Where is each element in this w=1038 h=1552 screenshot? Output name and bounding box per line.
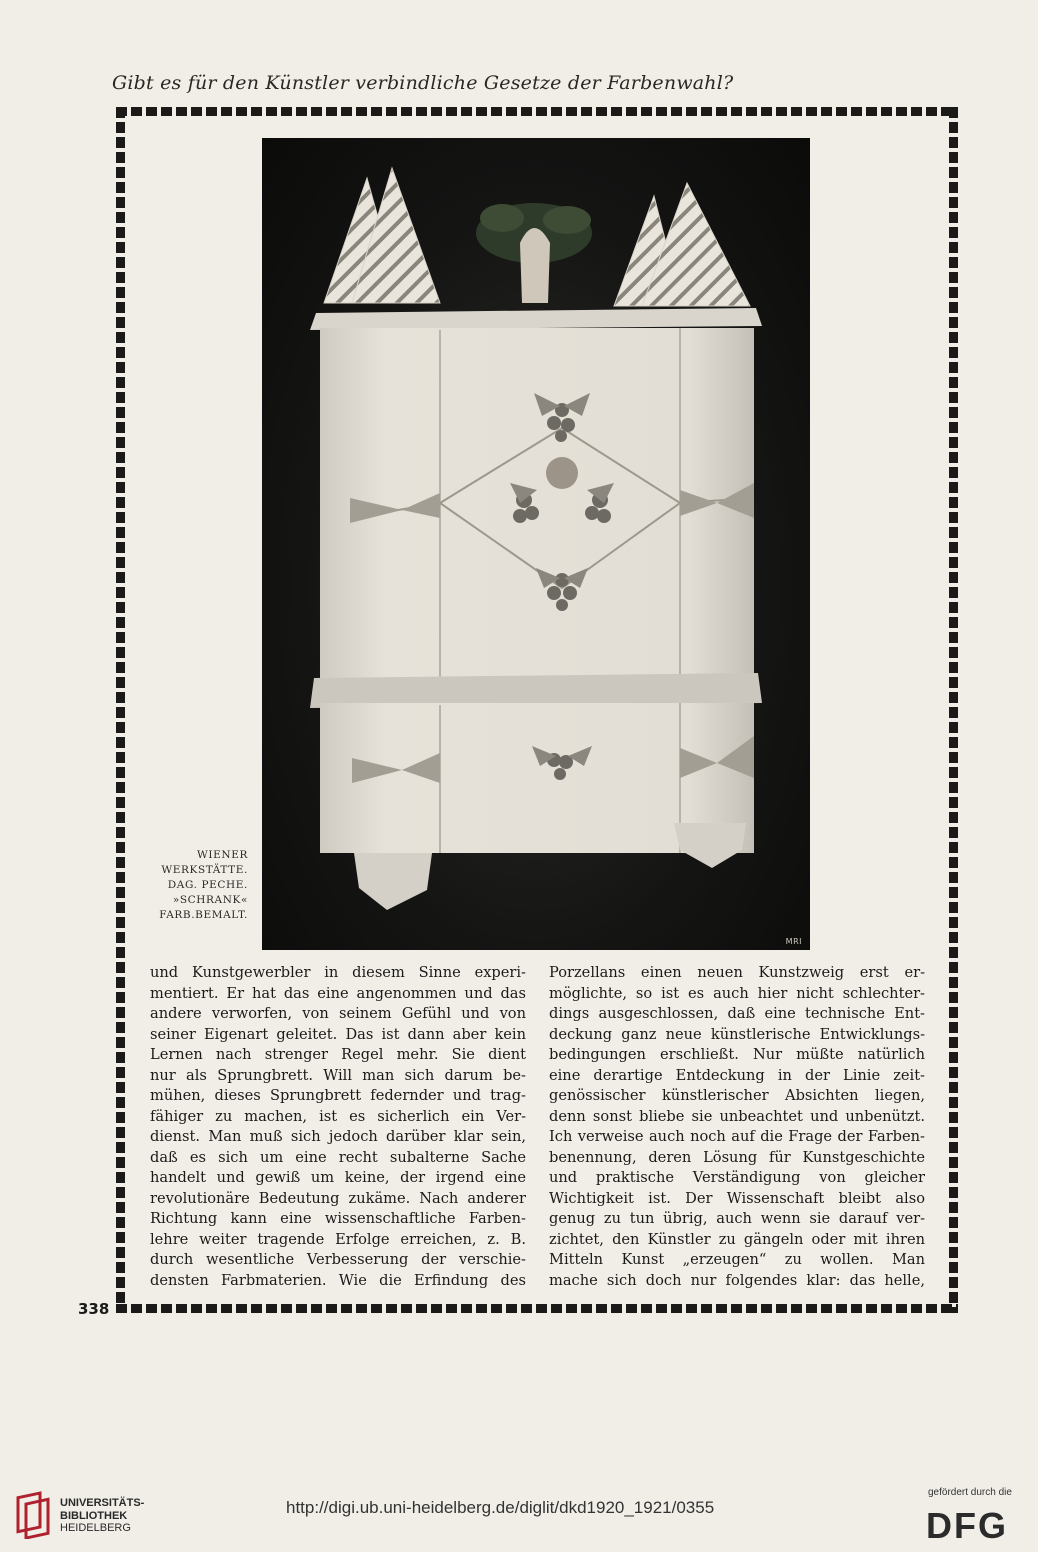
- caption-line: DAG. PECHE.: [167, 879, 248, 891]
- text-line: benennung, deren Lösung für Kunstgeschichte: [549, 1148, 925, 1166]
- text-line: dienst. Man muß sich jedoch darüber klar sein,: [150, 1128, 526, 1145]
- text-line: densten Farbmaterien. Wie die Erfindung des: [150, 1271, 526, 1289]
- page-number: 338: [78, 1300, 110, 1318]
- caption-line: WIENER: [197, 849, 248, 861]
- text-line: Mitteln Kunst „erzeugen“ zu wollen. Man: [549, 1251, 925, 1268]
- text-line: Porzellans einen neuen Kunstzweig erst er-: [549, 964, 925, 981]
- border-left: [116, 107, 125, 1313]
- text-line: deckung ganz neue künstlerische Entwicklungs-: [549, 1025, 925, 1043]
- cabinet-foot: [354, 853, 432, 910]
- text-line: genössischer künstlerischer Absichten liegen,: [549, 1087, 925, 1104]
- photo-caption: [128, 848, 248, 923]
- text-line: durch wesentliche Verbesserung der verschie-: [150, 1251, 526, 1268]
- permalink-url[interactable]: http://digi.ub.uni-heidelberg.de/diglit/dkd1920_1921/0355: [286, 1498, 715, 1517]
- library-name: [60, 1497, 144, 1535]
- text-line: und Kunstgewerbler in diesem Sinne experi-: [150, 964, 526, 981]
- text-line: mühen, dieses Sprungbrett federnder und trag-: [150, 1087, 526, 1104]
- text-line: andere verworfen, von seinem Gefühl und von: [150, 1005, 526, 1022]
- text-line: zichtet, den Künstler zu gängeln oder mit ihren: [549, 1230, 925, 1248]
- text-line: denn sonst bliebe sie unbeachtet und unbenützt.: [549, 1107, 925, 1125]
- text-line: handelt und gewiß um keine, der irgend eine: [150, 1169, 526, 1186]
- text-line: Ich verweise auch noch auf die Frage der Farben-: [549, 1128, 925, 1145]
- cabinet-illustration: [262, 138, 810, 950]
- text-line: Wichtigkeit ist. Der Wissenschaft bleibt also: [549, 1189, 925, 1207]
- library-logo-icon: [12, 1487, 56, 1539]
- border-bottom: [116, 1304, 958, 1313]
- library-name-line: HEIDELBERG: [60, 1522, 131, 1534]
- cabinet-photograph: [262, 138, 810, 950]
- middle-molding: [310, 673, 762, 708]
- running-header: Gibt es für den Künstler verbindliche Gesetze der Farbenwahl?: [112, 72, 734, 94]
- text-line: und praktische Verständigung von gleicher: [549, 1169, 925, 1186]
- caption-line: WERKSTÄTTE.: [161, 864, 248, 876]
- text-column-right: [549, 963, 925, 1291]
- cornice: [310, 308, 762, 330]
- text-line: bedingungen erschließt. Nur müßte natürlich: [549, 1046, 925, 1063]
- border-top: [116, 107, 958, 116]
- text-column-left: [150, 963, 526, 1291]
- text-line: lehre weiter tragende Erfolge erreichen, z. B.: [150, 1230, 526, 1248]
- text-line: mache sich doch nur folgendes klar: das helle,: [549, 1271, 925, 1289]
- text-line: fähiger zu machen, ist es sicherlich ein Ver-: [150, 1107, 526, 1125]
- text-line: Richtung kann eine wissenschaftliche Farben-: [150, 1210, 526, 1227]
- digitization-footer: [0, 1475, 1038, 1552]
- text-line: Lernen nach strenger Regel mehr. Sie dient: [150, 1046, 526, 1063]
- cabinet-foot: [674, 823, 746, 868]
- text-line: daß es sich um eine recht subalterne Sache: [150, 1148, 526, 1166]
- text-line: revolutionäre Bedeutung zukäme. Nach anderer: [150, 1189, 526, 1207]
- text-line: dings ausgeschlossen, daß eine technische Ent-: [549, 1005, 925, 1022]
- text-line: möglichte, so ist es auch hier nicht schlechter-: [549, 984, 925, 1002]
- caption-line: FARB.BEMALT.: [159, 909, 248, 921]
- border-right: [949, 107, 958, 1313]
- photo-credit-mark: MRI: [785, 937, 802, 946]
- bust-with-plant: [476, 203, 592, 303]
- library-name-line: BIBLIOTHEK: [60, 1509, 128, 1522]
- dfg-logo: DFG: [926, 1505, 1008, 1546]
- text-line: genug zu tun übrig, auch wenn sie darauf ver-: [549, 1210, 925, 1227]
- text-line: seiner Eigenart geleitet. Das ist dann aber kein: [150, 1025, 526, 1043]
- text-line: mentiert. Er hat das eine angenommen und das: [150, 984, 526, 1002]
- text-line: nur als Sprungbrett. Will man sich darum be-: [150, 1066, 526, 1084]
- library-name-line: UNIVERSITÄTS-: [60, 1497, 145, 1509]
- funding-caption: gefördert durch die: [928, 1487, 1012, 1498]
- caption-line: »SCHRANK«: [172, 894, 248, 906]
- text-line: eine derartige Entdeckung in der Linie zeit-: [549, 1066, 925, 1084]
